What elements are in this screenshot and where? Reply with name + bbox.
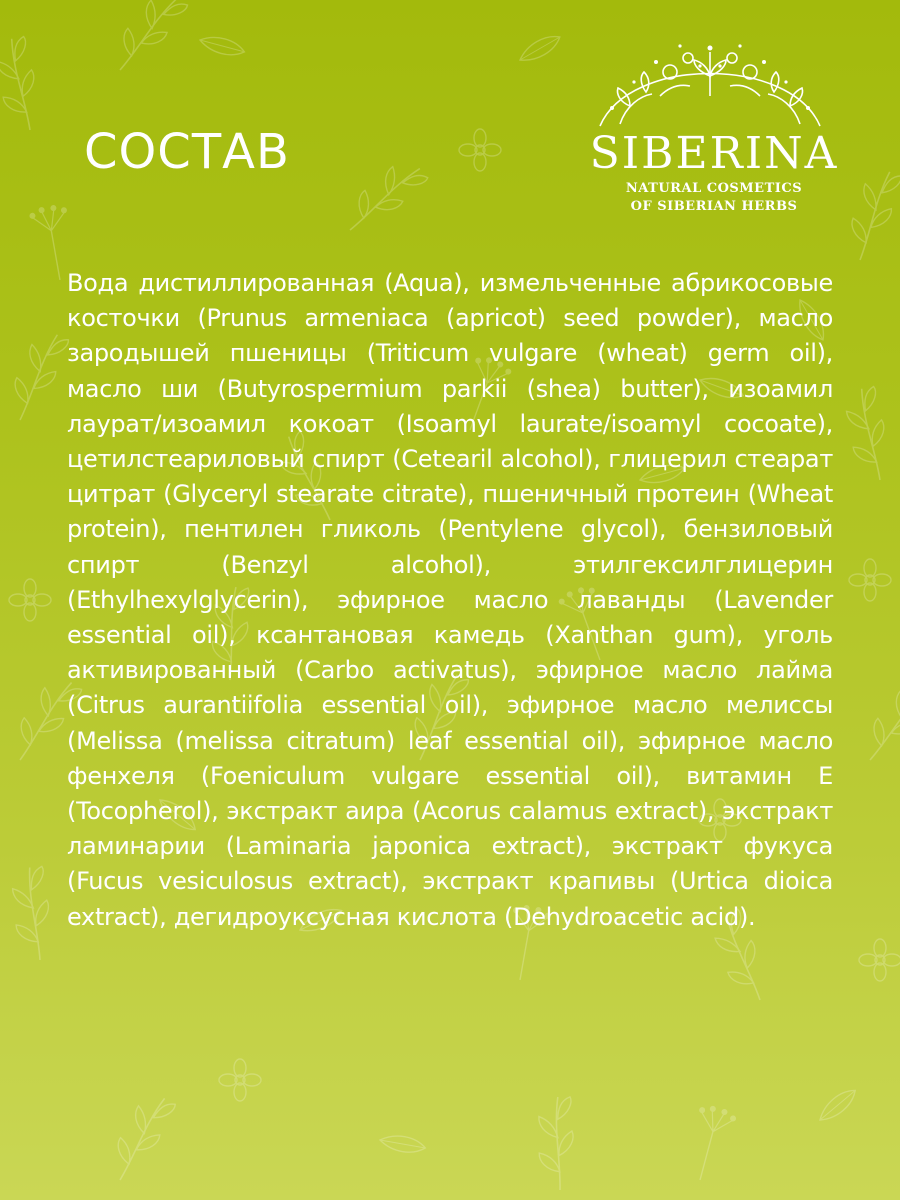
brand-tagline-line-2: OF SIBERIAN HERBS	[630, 199, 798, 214]
brand-tagline	[580, 180, 848, 216]
page-title: СОСТАВ	[84, 124, 290, 180]
ingredients-text: Вода дистиллированная (Aqua), измельченные абрикосовые косточки (Prunus armeniaca (apricot) seed powder), масло зародышей пшеницы (Triticum vulgare (wheat) germ oil), масло ши (Butyrospermium parkii (shea) butter), изоамил лаурат/изоамил кокоат (Isoamyl laurate/isoamyl cocoate), цетилстеариловый спирт (Cetearil alcohol), глицерил стеарат цитрат (Glyceryl stearate citrate), пшеничный протеин (Wheat protein), пентилен гликоль (Pentylene glycol), бензиловый спирт (Benzyl alcohol), этилгексилглицерин (Ethylhexylglycerin), эфирное масло лаванды (Lavender essential oil), ксантановая камедь (Xanthan gum), уголь активированный (Carbo activatus), эфирное масло лайма (Citrus aurantiifolia essential oil), эфирное масло мелиссы (Melissa (melissa citratum) leaf essential oil), эфирное масло фенхеля (Foeniculum vulgare essential oil), витамин E (Tocopherol), экстракт аира (Acorus calamus extract), экстракт ламинарии (Laminaria japonica extract), экстракт фукуса (Fucus vesiculosus extract), экстракт крапивы (Urtica dioica extract), дегидроуксусная кислота (Dehydroacetic acid).	[67, 269, 833, 931]
brand-logo	[560, 36, 860, 226]
brand-name: SIBERINA	[589, 128, 839, 179]
brand-tagline-line-1: NATURAL COSMETICS	[625, 181, 803, 196]
